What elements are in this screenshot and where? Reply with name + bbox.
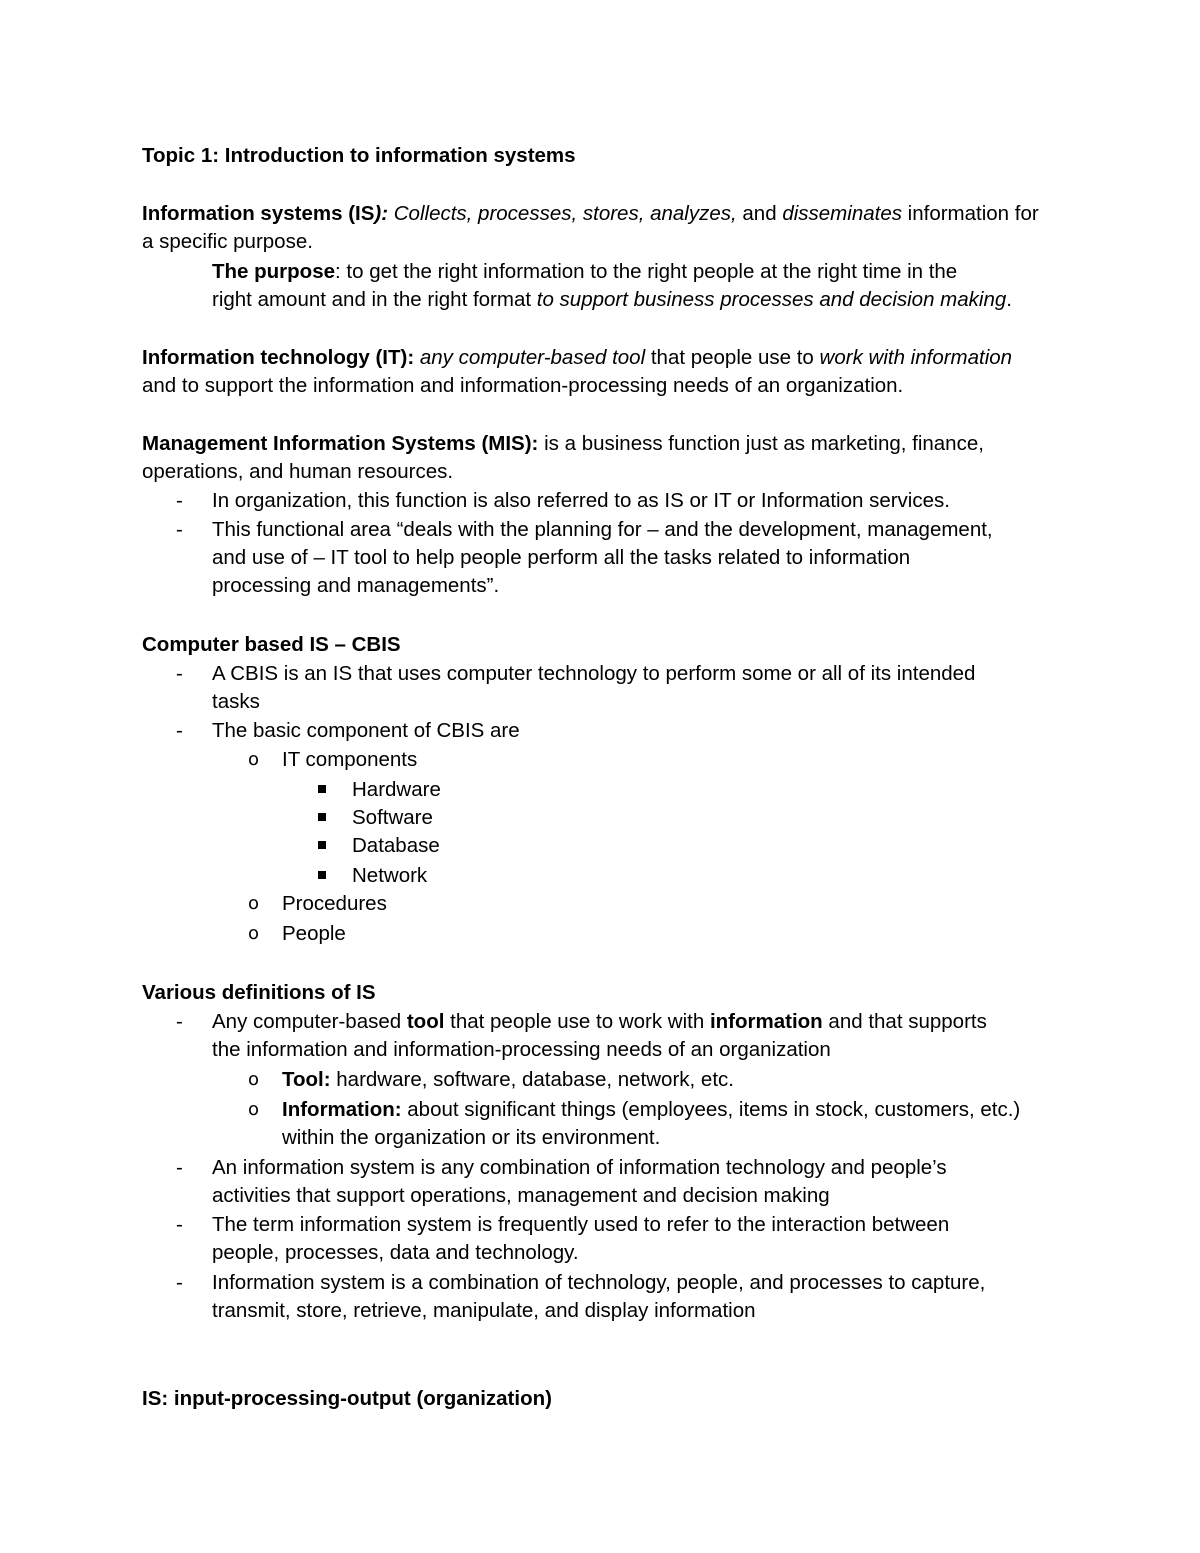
various-bullet-2-line2: activities that support operations, management and decision making (212, 1184, 830, 1207)
it-definition (142, 344, 1012, 372)
information-item-line2: within the organization or its environment. (282, 1126, 661, 1149)
ipo-heading: IS: input-processing-output (organization) (142, 1387, 552, 1410)
people: People (282, 922, 346, 945)
bullet-dash: - (176, 1010, 183, 1033)
it-components: IT components (282, 748, 418, 771)
it-term: Information technology (IT): (142, 346, 415, 369)
information-item (282, 1096, 1020, 1124)
purpose-label: The purpose (212, 260, 336, 283)
mis-term: Management Information Systems (MIS): (142, 432, 539, 455)
cbis-heading: Computer based IS – CBIS (142, 633, 401, 656)
is-definition (142, 200, 1039, 228)
purpose-period: . (1006, 288, 1012, 311)
various-bullet-3: The term information system is frequently used to refer to the interaction between (212, 1213, 950, 1236)
b1-pre: Any computer-based (212, 1010, 402, 1033)
mis-definition (142, 430, 984, 458)
it-italic2: work with information (819, 346, 1013, 369)
cbis-bullet-1: A CBIS is an IS that uses computer technology to perform some or all of its intended (212, 662, 976, 685)
purpose-italic: to support business processes and decision making (536, 288, 1007, 311)
square-bullet (318, 862, 332, 870)
circle-bullet: o (248, 893, 260, 914)
purpose-text: : to get the right information to the right people at the right time in the (335, 260, 958, 283)
various-bullet-1 (212, 1008, 987, 1036)
info-text: about significant things (employees, items in stock, customers, etc.) (407, 1098, 1021, 1121)
circle-bullet: o (248, 923, 260, 944)
various-bullet-3-line2: people, processes, data and technology. (212, 1241, 579, 1264)
b1-mid: that people use to work with (450, 1010, 705, 1033)
mis-bullet-2-line3: processing and managements”. (212, 574, 500, 597)
bullet-dash: - (176, 719, 183, 742)
is-paren: ): (374, 202, 389, 225)
is-verb2: disseminates (782, 202, 902, 225)
bullet-dash: - (176, 1156, 183, 1179)
various-heading: Various definitions of IS (142, 981, 376, 1004)
various-bullet-2: An information system is any combination of information technology and people’s (212, 1156, 947, 1179)
mis-bullet-1: In organization, this function is also referred to as IS or IT or Information services. (212, 489, 950, 512)
various-bullet-1-line2: the information and information-processing needs of an organization (212, 1038, 831, 1061)
mis-rest: is a business function just as marketing, finance, (544, 432, 984, 455)
component-hardware: Hardware (352, 778, 441, 801)
b1-info: information (709, 1010, 823, 1033)
square-bullet (318, 776, 332, 784)
tool-text: hardware, software, database, network, etc. (336, 1068, 734, 1091)
bullet-dash: - (176, 518, 183, 541)
mis-bullet-2: This functional area “deals with the planning for – and the development, management, (212, 518, 993, 541)
b1-post: and that supports (828, 1010, 987, 1033)
tool-item (282, 1066, 734, 1094)
info-label: Information: (282, 1098, 402, 1121)
component-network: Network (352, 864, 428, 887)
circle-bullet: o (248, 1099, 260, 1120)
bullet-dash: - (176, 1213, 183, 1236)
bullet-dash: - (176, 662, 183, 685)
is-rest: information for (907, 202, 1039, 225)
bullet-dash: - (176, 489, 183, 512)
it-definition-line2: and to support the information and information-processing needs of an organization. (142, 374, 904, 397)
mis-definition-line2: operations, and human resources. (142, 460, 454, 483)
it-mid: that people use to (650, 346, 814, 369)
is-and: and (742, 202, 777, 225)
is-definition-line2: a specific purpose. (142, 230, 313, 253)
cbis-bullet-1-line2: tasks (212, 690, 260, 713)
procedures: Procedures (282, 892, 387, 915)
is-purpose-line2 (212, 286, 1012, 314)
various-bullet-4-line2: transmit, store, retrieve, manipulate, and display information (212, 1299, 756, 1322)
is-purpose (212, 258, 957, 286)
circle-bullet: o (248, 749, 260, 770)
various-bullet-4: Information system is a combination of technology, people, and processes to capture, (212, 1271, 986, 1294)
purpose-line2: right amount and in the right format (212, 288, 532, 311)
is-term: Information systems (IS (142, 202, 375, 225)
bullet-dash: - (176, 1271, 183, 1294)
component-software: Software (352, 806, 433, 829)
page-title: Topic 1: Introduction to information systems (142, 144, 576, 167)
mis-bullet-2-line2: and use of – IT tool to help people perform all the tasks related to information (212, 546, 911, 569)
tool-label: Tool: (282, 1068, 331, 1091)
circle-bullet: o (248, 1069, 260, 1090)
square-bullet (318, 804, 332, 812)
b1-tool: tool (406, 1010, 445, 1033)
component-database: Database (352, 834, 440, 857)
is-verbs: Collects, processes, stores, analyzes, (393, 202, 737, 225)
it-italic1: any computer-based tool (419, 346, 646, 369)
square-bullet (318, 832, 332, 840)
cbis-bullet-2: The basic component of CBIS are (212, 719, 520, 742)
